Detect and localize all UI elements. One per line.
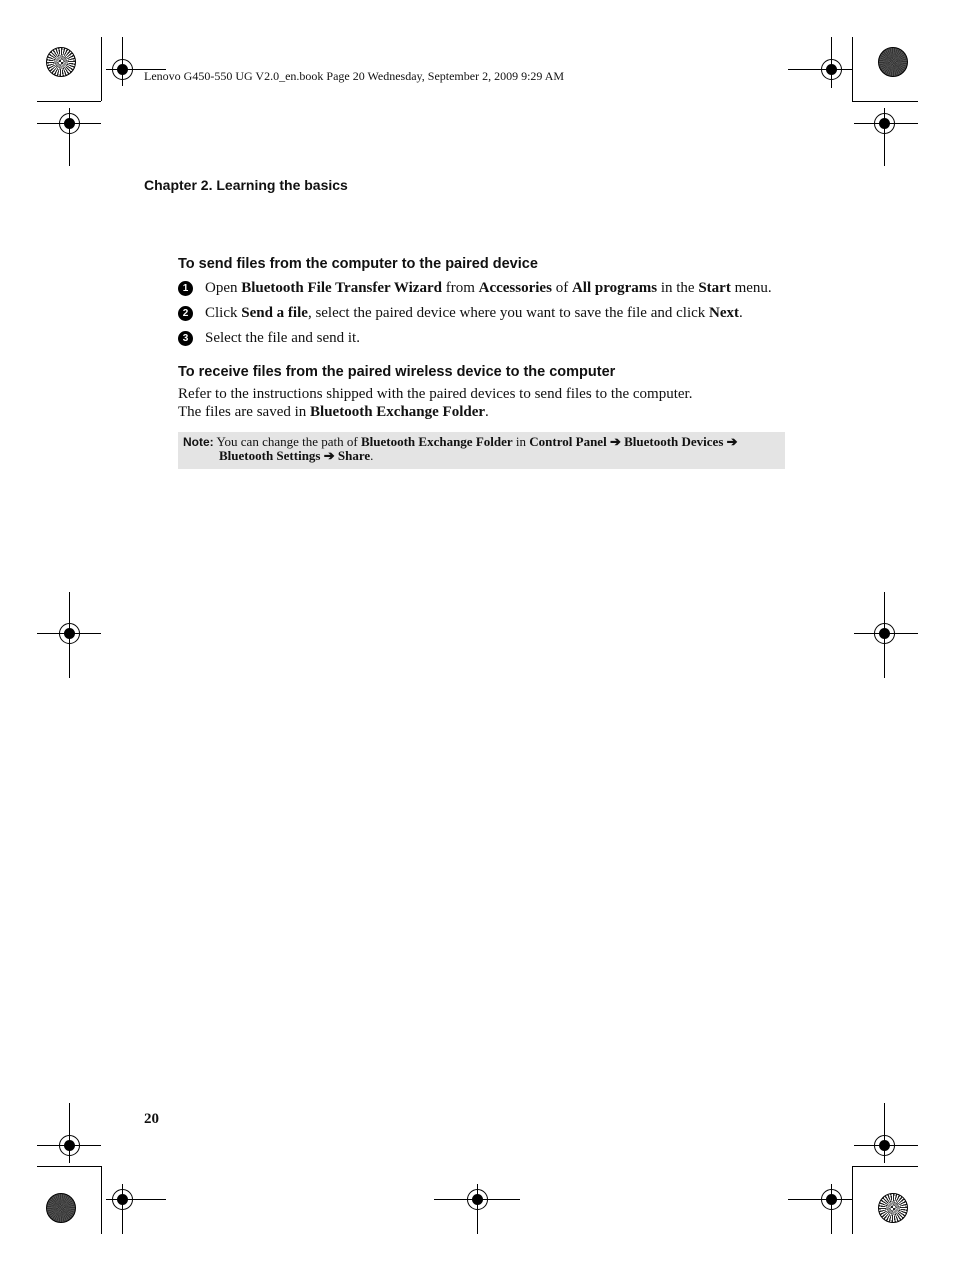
registration-starburst-icon (46, 47, 76, 77)
arrow-icon: ➔ (606, 434, 625, 449)
registration-starburst-icon (878, 47, 908, 77)
receive-save-location: The files are saved in Bluetooth Exchange Folder. (178, 404, 489, 420)
step-number-badge: 1 (178, 281, 193, 296)
step-item (178, 330, 360, 347)
step-text: Select the file and send it. (205, 330, 360, 346)
note-box (178, 432, 785, 469)
arrow-icon: ➔ (320, 448, 338, 463)
step-number-badge: 2 (178, 306, 193, 321)
step-text: Open Bluetooth File Transfer Wizard from Accessories of All programs in the Start menu. (205, 280, 772, 296)
step-number-badge: 3 (178, 331, 193, 346)
note-line: Bluetooth Settings ➔ Share. (219, 448, 374, 463)
receive-paragraph: Refer to the instructions shipped with the paired devices to send files to the computer. (178, 386, 693, 402)
step-text: Click Send a file, select the paired device where you want to save the file and click Next. (205, 305, 743, 321)
page-number: 20 (144, 1111, 159, 1127)
note-label: Note: (183, 435, 214, 449)
chapter-title: Chapter 2. Learning the basics (144, 177, 348, 193)
step-item (178, 280, 772, 297)
receive-section-heading: To receive files from the paired wireless device to the computer (178, 364, 616, 380)
registration-starburst-icon (878, 1193, 908, 1223)
registration-starburst-icon (46, 1193, 76, 1223)
print-header-meta: Lenovo G450-550 UG V2.0_en.book Page 20 Wednesday, September 2, 2009 9:29 AM (144, 69, 565, 83)
arrow-icon: ➔ (723, 434, 738, 449)
note-line: Note: You can change the path of Bluetooth Exchange Folder in Control Panel ➔ Bluetooth Devices ➔ (183, 434, 738, 449)
send-section-heading: To send files from the computer to the paired device (178, 256, 538, 272)
step-item (178, 305, 743, 322)
